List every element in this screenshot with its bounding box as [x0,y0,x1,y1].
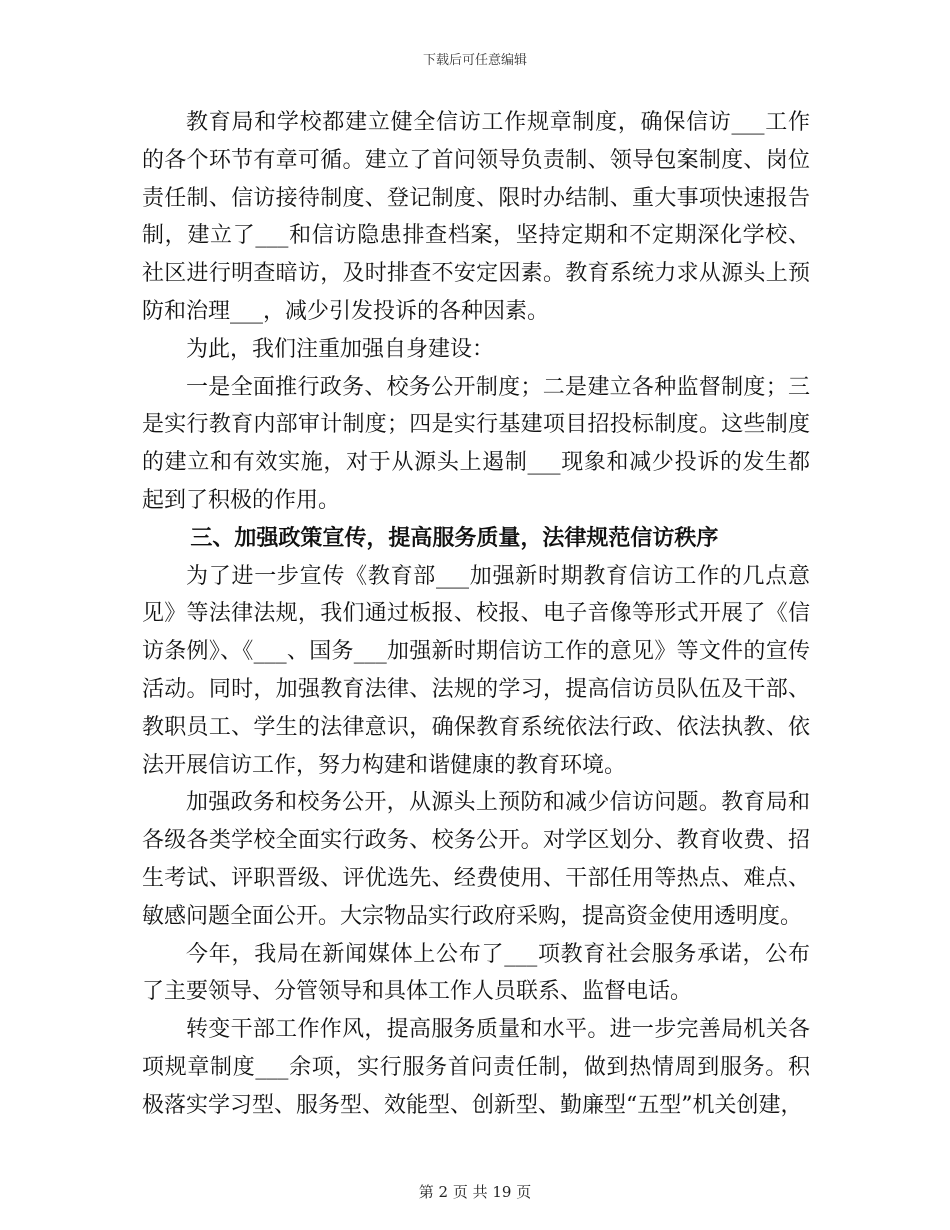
page-header-note: 下载后可任意编辑 [422,53,527,68]
paragraph-policy-publicity: 为了进一步宣传《教育部___加强新时期教育信访工作的几点意见》等法律法规，我们通过板报、校报、电子音像等形式开展了《信访条例》、《___、国务___加强新时期信访工作的意见》等文件的宣传活动。同时，加强教育法律、法规的学习，提高信访员队伍及干部、教职员工、学生的法律意识，确保教育系统依法行政、依法执教、依法开展信访工作，努力构建和谐健康的教育环境。 [142,563,810,778]
document-body [142,104,810,1125]
paragraph-public-affairs: 加强政务和校务公开，从源头上预防和减少信访问题。教育局和各级各类学校全面实行政务、校务公开。对学区划分、教育收费、招生考试、评职晋级、评优选先、经费使用、干部任用等热点、难点、敏感问题全面公开。大宗物品实行政府采购，提高资金使用透明度。 [142,790,810,929]
paragraph-regulations: 教育局和学校都建立健全信访工作规章制度，确保信访___工作的各个环节有章可循。建立了首问领导负责制、领导包案制度、岗位责任制、信访接待制度、登记制度、限时办结制、重大事项快速报告制，建立了___和信访隐患排查档案，坚持定期和不定期深化学校、社区进行明查暗访，及时排查不安定因素。教育系统力求从源头上预防和治理___，减少引发投诉的各种因素。 [142,110,810,324]
section-heading-three: 三、加强政策宣传，提高服务质量，法律规范信访秩序 [190,524,719,551]
paragraph-four-systems: 一是全面推行政务、校务公开制度；二是建立各种监督制度；三是实行教育内部审计制度；四是实行基建项目招投标制度。这些制度的建立和有效实施，对于从源头上遏制___现象和减少投诉的发生都起到了积极的作用。 [142,374,810,513]
paragraph-work-style: 转变干部工作作风，提高服务质量和水平。进一步完善局机关各项规章制度___余项，实行服务首问责任制，做到热情周到服务。积极落实学习型、服务型、效能型、创新型、勤廉型“五型”机关创建， [142,1017,810,1118]
paragraph-service-commitments: 今年，我局在新闻媒体上公布了___项教育社会服务承诺，公布了主要领导、分管领导和具体工作人员联系、监督电话。 [142,941,810,1005]
paragraph-self-building: 为此，我们注重加强自身建设： [186,336,495,362]
page-number-footer: 第 2 页 共 19 页 [418,1183,532,1201]
